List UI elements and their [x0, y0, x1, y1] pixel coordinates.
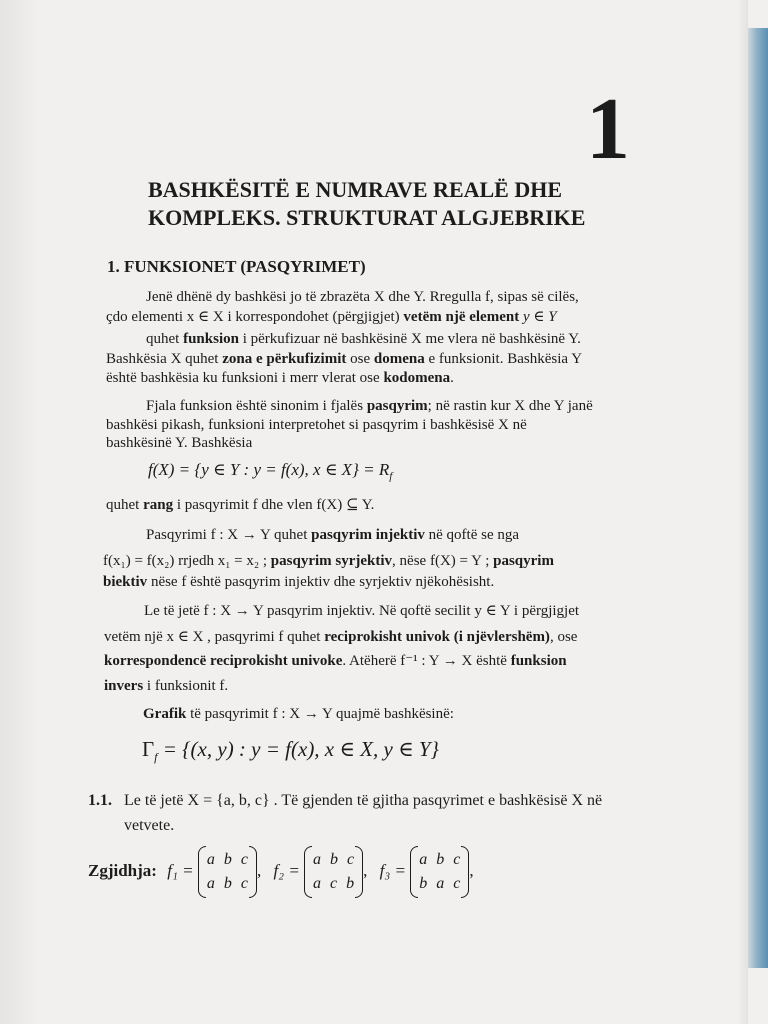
text-line: bashkësi pikash, funksioni interpretohet si pasqyrim i bashkësisë X në	[106, 417, 527, 433]
f2-label: f₂ =	[273, 860, 300, 880]
f2-matrix: abc acb	[304, 848, 363, 896]
text-line: quhet funksion i përkufizuar në bashkësinë X me vlera në bashkësinë Y.	[146, 331, 581, 347]
text-line: korrespondencë reciprokisht univoke. Atëherë f⁻¹ : Y → X është funksion	[104, 653, 567, 669]
solution-label: Zgjidhja:	[88, 860, 157, 880]
exercise-text-line: Le të jetë X = {a, b, c} . Të gjenden të gjitha pasqyrimet e bashkësisë X në	[124, 792, 603, 809]
chapter-title-line-2: KOMPLEKS. STRUKTURAT ALGJEBRIKE	[148, 205, 586, 230]
f3-label: f₃ =	[379, 860, 407, 880]
chapter-title	[148, 176, 585, 232]
text-line: Pasqyrimi f : X → Y quhet pasqyrim injektiv në qoftë se nga	[146, 527, 520, 543]
text-line: f(x₁) = f(x₂) rrjedh x₁ = x₂ ; pasqyrim syrjektiv, nëse f(X) = Y ; pasqyrim	[103, 553, 554, 569]
section-heading: 1. FUNKSIONET (PASQYRIMET)	[107, 257, 366, 276]
f3-matrix: abc bac	[410, 848, 469, 896]
text-line: invers i funksionit f.	[104, 678, 229, 694]
solution-row: Zgjidhja: f₁ = abc abc , f₂ = abc acb , f₃ = abc bac ,	[88, 848, 474, 896]
text-line: quhet rang i pasqyrimit f dhe vlen f(X) ⊆ Y.	[106, 497, 375, 513]
text-line: Grafik të pasqyrimit f : X → Y quajmë bashkësinë:	[143, 706, 454, 722]
text-line: Bashkësia X quhet zona e përkufizimit ose domena e funksionit. Bashkësia Y	[106, 351, 583, 367]
exercise-text-line: vetvete.	[124, 817, 175, 834]
graph-formula: $\Gamma_f = \{(x$, y) : y = f(x), x ∈ X, y ∈ Y}	[142, 737, 439, 765]
text-line: çdo elementi x ∈ X i korrespondohet (përgjigjet) vetëm një element y ∈ Y	[106, 309, 557, 325]
range-formula: f(X) = {y ∈ Y : y = f(x), x ∈ $X\} = R_f$	[148, 460, 393, 483]
exercise-number: 1.1.	[88, 792, 112, 809]
text-line: Fjala funksion është sinonim i fjalës pasqyrim; në rastin kur X dhe Y janë	[146, 398, 593, 414]
text-line: Le të jetë f : X → Y pasqyrim injektiv. Në qoftë secilit y ∈ Y i përgjigjet	[144, 603, 580, 619]
f1-label: f₁ =	[167, 860, 194, 880]
text-line: biektiv nëse f është pasqyrim injektiv dhe syrjektiv njëkohësisht.	[103, 574, 495, 590]
chapter-title-line-1: BASHKËSITË E NUMRAVE REALË DHE	[148, 177, 563, 202]
text-line: vetëm një x ∈ X , pasqyrimi f quhet reciprokisht univok (i njëvlershëm), ose	[104, 629, 578, 645]
text-line: Jenë dhënë dy bashkësi jo të zbrazëta X dhe Y. Rregulla f, sipas së cilës,	[146, 289, 579, 305]
text-line: është bashkësia ku funksioni i merr vlerat ose kodomena.	[106, 370, 454, 386]
f1-matrix: abc abc	[198, 848, 257, 896]
text-line: bashkësinë Y. Bashkësia	[106, 435, 253, 451]
chapter-number: 1	[586, 81, 630, 178]
